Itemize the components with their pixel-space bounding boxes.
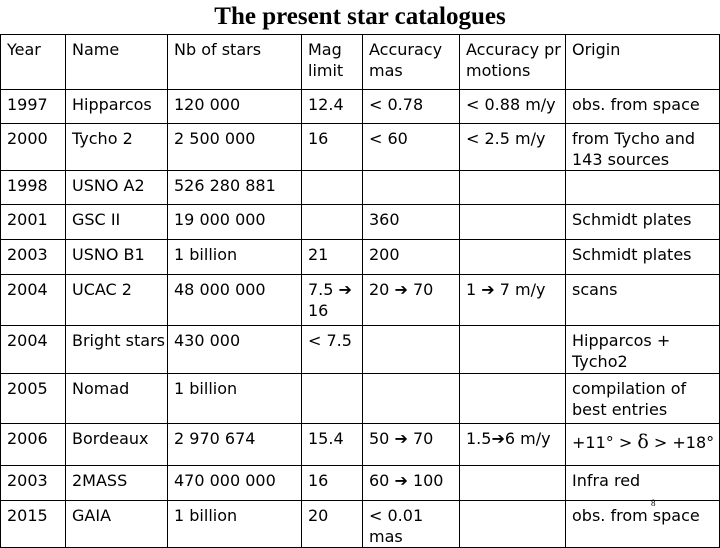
cell-mag: < 7.5 bbox=[302, 326, 363, 374]
cell-origin: Schmidt plates bbox=[566, 205, 720, 240]
cell-year: 2015 bbox=[1, 501, 66, 548]
cell-mag bbox=[302, 374, 363, 424]
cell-mag: 16 bbox=[302, 124, 363, 171]
cell-stars: 2 500 000 bbox=[168, 124, 302, 171]
table-row bbox=[1, 90, 720, 124]
table-row bbox=[1, 205, 720, 240]
cell-mag: 12.4 bbox=[302, 90, 363, 124]
cell-accuracy: 50 ➔ 70 bbox=[363, 424, 460, 466]
cell-name: GSC II bbox=[66, 205, 168, 240]
cell-origin: Hipparcos + Tycho2 bbox=[566, 326, 720, 374]
page-title: The present star catalogues bbox=[214, 3, 506, 30]
cell-mag bbox=[302, 171, 363, 205]
cell-stars: 526 280 881 bbox=[168, 171, 302, 205]
cell-year: 2001 bbox=[1, 205, 66, 240]
cell-name: 2MASS bbox=[66, 466, 168, 501]
table-row bbox=[1, 424, 720, 466]
cell-mag bbox=[302, 205, 363, 240]
cell-name: Nomad bbox=[66, 374, 168, 424]
cell-name: USNO A2 bbox=[66, 171, 168, 205]
cell-accuracy-pm: < 2.5 m/y bbox=[460, 124, 566, 171]
cell-year: 2006 bbox=[1, 424, 66, 466]
cell-name: UCAC 2 bbox=[66, 275, 168, 326]
cell-accuracy: 360 bbox=[363, 205, 460, 240]
table-row bbox=[1, 240, 720, 275]
table-row bbox=[1, 501, 720, 548]
cell-mag: 16 bbox=[302, 466, 363, 501]
cell-accuracy: < 0.01 mas bbox=[363, 501, 460, 548]
cell-accuracy-pm bbox=[460, 326, 566, 374]
cell-stars: 2 970 674 bbox=[168, 424, 302, 466]
cell-accuracy: 200 bbox=[363, 240, 460, 275]
cell-accuracy-pm bbox=[460, 240, 566, 275]
cell-origin: compilation of best entries bbox=[566, 374, 720, 424]
cell-year: 2003 bbox=[1, 466, 66, 501]
cell-accuracy-pm: 1 ➔ 7 m/y bbox=[460, 275, 566, 326]
header-stars: Nb of stars bbox=[168, 35, 302, 90]
cell-year: 1997 bbox=[1, 90, 66, 124]
page-number: 8 bbox=[651, 498, 656, 508]
cell-accuracy-pm bbox=[460, 501, 566, 548]
cell-origin bbox=[566, 171, 720, 205]
cell-name: GAIA bbox=[66, 501, 168, 548]
cell-origin: Schmidt plates bbox=[566, 240, 720, 275]
cell-year: 2004 bbox=[1, 326, 66, 374]
cell-accuracy bbox=[363, 171, 460, 205]
cell-name: USNO B1 bbox=[66, 240, 168, 275]
cell-accuracy-pm: < 0.88 m/y bbox=[460, 90, 566, 124]
cell-year: 2004 bbox=[1, 275, 66, 326]
cell-mag: 15.4 bbox=[302, 424, 363, 466]
cell-accuracy: 20 ➔ 70 bbox=[363, 275, 460, 326]
header-origin: Origin bbox=[566, 35, 720, 90]
table-header-row bbox=[1, 35, 720, 90]
cell-stars: 1 billion bbox=[168, 501, 302, 548]
cell-year: 1998 bbox=[1, 171, 66, 205]
header-accuracy: Accuracy mas bbox=[363, 35, 460, 90]
header-name: Name bbox=[66, 35, 168, 90]
cell-stars: 430 000 bbox=[168, 326, 302, 374]
cell-stars: 120 000 bbox=[168, 90, 302, 124]
cell-stars: 1 billion bbox=[168, 374, 302, 424]
cell-year: 2000 bbox=[1, 124, 66, 171]
cell-name: Bordeaux bbox=[66, 424, 168, 466]
cell-accuracy-pm bbox=[460, 205, 566, 240]
cell-year: 2003 bbox=[1, 240, 66, 275]
table-row bbox=[1, 124, 720, 171]
cell-origin: obs. from space bbox=[566, 90, 720, 124]
cell-name: Tycho 2 bbox=[66, 124, 168, 171]
origin-text-b: > +18° bbox=[648, 433, 715, 452]
cell-origin: from Tycho and 143 sources bbox=[566, 124, 720, 171]
cell-stars: 48 000 000 bbox=[168, 275, 302, 326]
origin-text-a: +11° > bbox=[572, 433, 638, 452]
delta-symbol: δ bbox=[637, 431, 649, 453]
cell-accuracy bbox=[363, 326, 460, 374]
cell-accuracy: < 60 bbox=[363, 124, 460, 171]
cell-origin bbox=[566, 424, 720, 466]
table-row bbox=[1, 275, 720, 326]
cell-origin: Infra red bbox=[566, 466, 720, 501]
cell-origin: scans bbox=[566, 275, 720, 326]
table-row bbox=[1, 466, 720, 501]
cell-mag: 21 bbox=[302, 240, 363, 275]
cell-accuracy-pm bbox=[460, 466, 566, 501]
cell-origin: obs. from space bbox=[566, 501, 720, 548]
cell-name: Hipparcos bbox=[66, 90, 168, 124]
header-year: Year bbox=[1, 35, 66, 90]
cell-stars: 1 billion bbox=[168, 240, 302, 275]
cell-mag: 20 bbox=[302, 501, 363, 548]
cell-mag: 7.5 ➔ 16 bbox=[302, 275, 363, 326]
cell-stars: 19 000 000 bbox=[168, 205, 302, 240]
table-row bbox=[1, 326, 720, 374]
cell-accuracy: 60 ➔ 100 bbox=[363, 466, 460, 501]
table-row bbox=[1, 374, 720, 424]
table-row bbox=[1, 171, 720, 205]
cell-accuracy-pm bbox=[460, 171, 566, 205]
cell-stars: 470 000 000 bbox=[168, 466, 302, 501]
header-accuracy-pm: Accuracy pr motions bbox=[460, 35, 566, 90]
cell-accuracy-pm bbox=[460, 374, 566, 424]
cell-year: 2005 bbox=[1, 374, 66, 424]
cell-accuracy: < 0.78 bbox=[363, 90, 460, 124]
cell-name: Bright stars bbox=[66, 326, 168, 374]
star-catalogues-table bbox=[0, 34, 720, 548]
header-mag-limit: Mag limit bbox=[302, 35, 363, 90]
cell-accuracy bbox=[363, 374, 460, 424]
cell-accuracy-pm: 1.5➔6 m/y bbox=[460, 424, 566, 466]
